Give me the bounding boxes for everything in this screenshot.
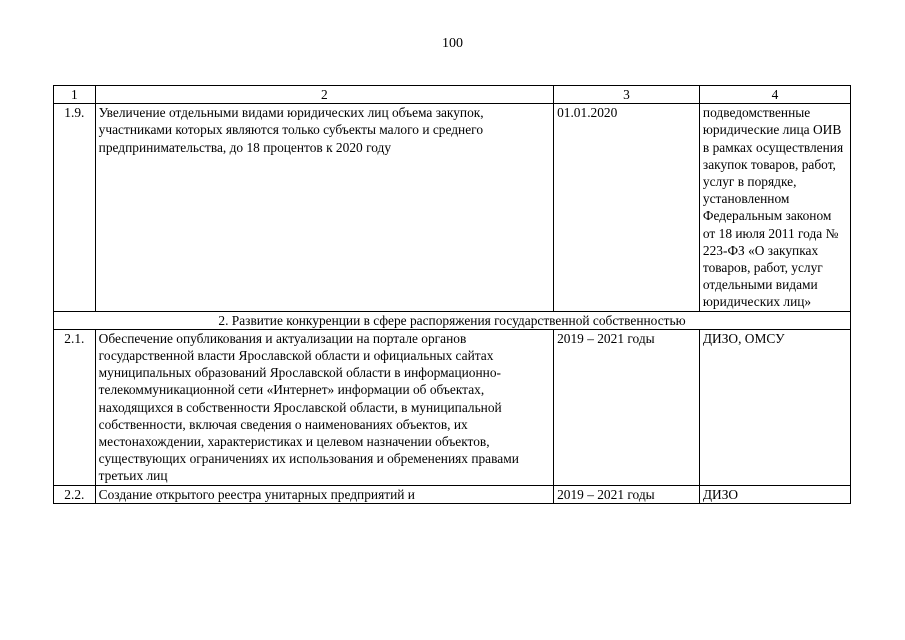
row-executor: подведомственные юридические лица ОИВ в рамках осуществления закупок товаров, работ, услуг в порядке, установленном Федеральным законом от 18 июля 2011 года № 223-ФЗ «О закупках товаров, работ, услуг отдельными видами юридических лиц» (699, 104, 850, 311)
document-table (53, 85, 851, 504)
header-col-2: 2 (95, 86, 553, 104)
table-header-row (54, 86, 851, 104)
row-executor: ДИЗО (699, 485, 850, 503)
row-measure: Создание открытого реестра унитарных предприятий и (95, 485, 553, 503)
row-term: 2019 – 2021 годы (554, 485, 700, 503)
row-term: 2019 – 2021 годы (554, 329, 700, 485)
table-row (54, 485, 851, 503)
row-number: 2.1. (54, 329, 96, 485)
page-number: 100 (442, 36, 463, 51)
table-row (54, 104, 851, 311)
row-measure: Увеличение отдельными видами юридических лиц объема закупок, участниками которых являются только субъекты малого и среднего предпринимательства, до 18 процентов к 2020 году (95, 104, 553, 311)
table-row (54, 329, 851, 485)
header-col-3: 3 (554, 86, 700, 104)
row-number: 1.9. (54, 104, 96, 311)
row-number: 2.2. (54, 485, 96, 503)
row-measure: Обеспечение опубликования и актуализации на портале органов государственной власти Ярославской области и официальных сайтах муниципальных образований Ярославской области в информационно-телекоммуникационной сети «Интернет» информации об объектах, находящихся в собственности Ярославской области, в муниципальной собственности, включая сведения о наименованиях объектов, их местонахождении, характеристиках и целевом назначении объектов, существующих ограничениях их использования и обременениях правами третьих лиц (95, 329, 553, 485)
row-executor: ДИЗО, ОМСУ (699, 329, 850, 485)
row-term: 01.01.2020 (554, 104, 700, 311)
header-col-4: 4 (699, 86, 850, 104)
section-heading: 2. Развитие конкуренции в сфере распоряжения государственной собственностью (54, 311, 851, 329)
header-col-1: 1 (54, 86, 96, 104)
section-row (54, 311, 851, 329)
